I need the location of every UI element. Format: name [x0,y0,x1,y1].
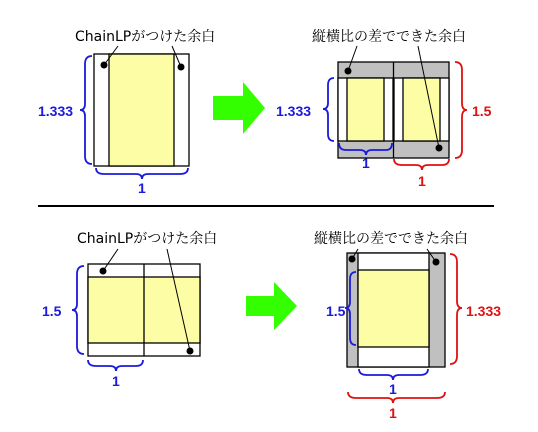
top-right-height: 1.5 [472,103,492,119]
height-brace [455,62,467,158]
width-brace [96,168,188,179]
top-right-inner-width: 1 [362,155,370,171]
top-right-spread [338,46,449,158]
height-brace [450,254,462,364]
width-brace [394,159,449,170]
bottom-left-label: ChainLPがつけた余白 [77,231,218,247]
bottom-right-width: 1 [389,405,397,421]
top-right-left-height: 1.333 [276,103,312,119]
page-content [347,78,384,141]
top-left-height: 1.333 [38,103,74,119]
page-content [109,54,174,166]
right-arrow-icon [246,282,297,330]
bottom-right-label: 縦横比の差でできた余白 [314,231,468,247]
bottom-left-height: 1.5 [42,303,62,319]
bottom-right-inner-width: 1 [389,381,397,397]
top-left-page [94,46,189,166]
bottom-section [42,230,501,421]
width-brace [88,360,143,371]
page-content [403,78,440,141]
top-right-width: 1 [418,173,426,189]
bottom-right-height: 1.333 [466,303,502,319]
right-arrow-icon [213,82,265,134]
top-left-width: 1 [138,180,146,196]
top-section [38,28,492,196]
top-right-label: 縦横比の差でできた余白 [312,29,466,45]
height-brace [72,266,84,354]
bottom-right-left-height: 1.5 [326,303,346,319]
bottom-right-page [347,249,445,367]
bottom-left-width: 1 [112,373,120,389]
top-left-label: ChainLPがつけた余白 [75,29,216,45]
width-brace [359,369,428,380]
height-brace [323,78,334,141]
bottom-left-spread [88,249,200,356]
page-content [358,270,429,347]
height-brace [80,56,92,164]
